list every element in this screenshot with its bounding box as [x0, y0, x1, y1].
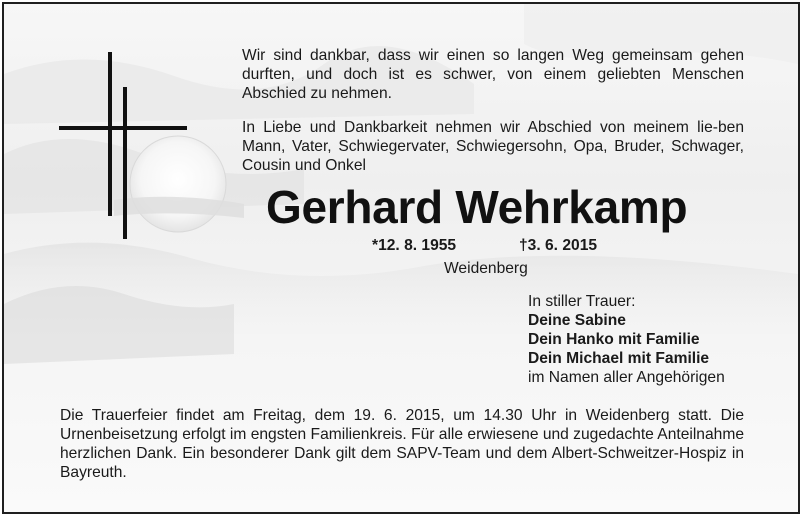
funeral-info-paragraph: Die Trauerfeier findet am Freitag, dem 19. 6. 2015, um 14.30 Uhr in Weidenberg statt. Die Urnenbeisetzung erfolgt im engsten Familienkreis. Für alle erwiesene und zugedachte Anteilnahme herzlichen Dank. Ein besonderer Dank gilt dem SAPV-Team und dem Albert-Schweitzer-Hospiz in Bayreuth.	[60, 407, 744, 481]
mourner-name: Dein Hanko mit Familie	[528, 331, 700, 348]
birth-date: *12. 8. 1955	[372, 237, 457, 254]
deceased-name: Gerhard Wehrkamp	[266, 181, 688, 233]
mourners-block	[528, 292, 725, 387]
mourners-closing: im Namen aller Angehörigen	[528, 369, 725, 386]
obituary-frame	[2, 2, 800, 514]
mourner-name: Deine Sabine	[528, 312, 626, 329]
place-name: Weidenberg	[444, 260, 528, 277]
mourner-name: Dein Michael mit Familie	[528, 350, 710, 367]
death-date: †3. 6. 2015	[519, 237, 598, 254]
farewell-paragraph: In Liebe und Dankbarkeit nehmen wir Abschied von meinem lie-ben Mann, Vater, Schwiegervater, Schwiegersohn, Opa, Bruder, Schwager, Cousin und Onkel	[242, 119, 744, 174]
mourners-intro: In stiller Trauer:	[528, 293, 636, 310]
gratitude-paragraph: Wir sind dankbar, dass wir einen so langen Weg gemeinsam gehen durften, und doch ist es schwer, von einem geliebten Menschen Abschied zu nehmen.	[242, 47, 744, 102]
